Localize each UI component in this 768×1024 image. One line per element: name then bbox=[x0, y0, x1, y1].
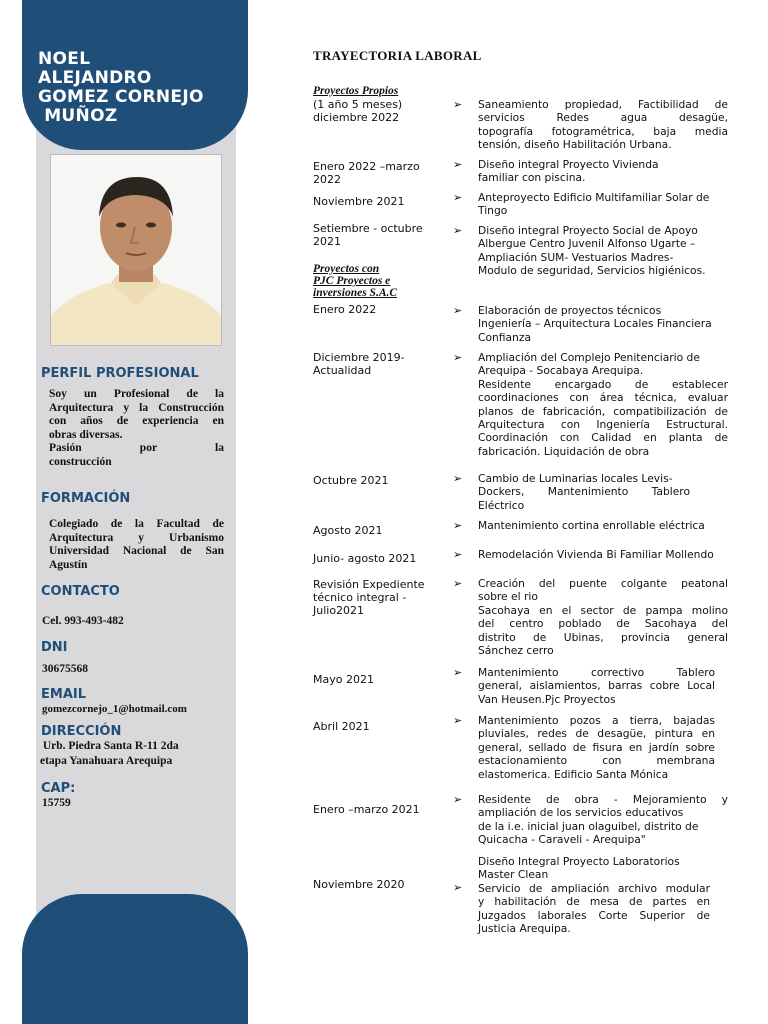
desc-line: Ingeniería – Arquitectura Locales Financiera bbox=[478, 317, 712, 331]
desc-line: Diseño integral Proyecto Social de Apoyo bbox=[478, 224, 698, 237]
formacion-line: Universidad Nacional de San bbox=[49, 545, 224, 557]
perfil-title: PERFIL PROFESIONAL bbox=[41, 366, 199, 381]
desc-line: Mantenimiento correctivo Tablero bbox=[478, 666, 715, 679]
subheading-proyectos-propios: Proyectos Propios bbox=[313, 85, 399, 97]
desc-line: Elaboración de proyectos técnicos bbox=[478, 304, 662, 317]
desc-line: general, aislamientos, barras cobre Local bbox=[478, 679, 715, 693]
perfil-line: Soy un Profesional de la bbox=[49, 388, 224, 400]
perfil-line: Arquitectura y la Construcción bbox=[49, 401, 224, 414]
arrow-bullet-icon: ➢ bbox=[453, 224, 463, 237]
desc-line: Servicio de ampliación archivo modular bbox=[478, 881, 710, 895]
entry-description bbox=[478, 793, 728, 847]
desc-line: familiar con piscina. bbox=[478, 171, 586, 185]
desc-line: Sacohaya en el sector de pampa molino bbox=[478, 603, 728, 617]
trayectoria-title: TRAYECTORIA LABORAL bbox=[313, 48, 482, 63]
formacion-line: Arquitectura y Urbanismo bbox=[49, 531, 224, 544]
date-line: Enero –marzo 2021 bbox=[313, 803, 420, 816]
entry-description bbox=[478, 472, 690, 512]
entry-description bbox=[478, 304, 728, 344]
entry-description bbox=[478, 855, 710, 935]
desc-line: Albergue Centro Juvenil Alfonso Ugarte – bbox=[478, 237, 696, 251]
entry-date bbox=[313, 98, 438, 124]
arrow-bullet-icon: ➢ bbox=[453, 191, 463, 204]
desc-line: Modulo de seguridad, Servicios higiénicos. bbox=[478, 264, 706, 278]
desc-line: general, sellado de fisura en jardín sobre bbox=[478, 740, 715, 754]
desc-line: Justicia Arequipa. bbox=[478, 922, 571, 936]
desc-line: Residente de obra - Mejoramiento y bbox=[478, 793, 728, 806]
subheading-line: Proyectos con bbox=[313, 263, 380, 275]
entry-date bbox=[313, 303, 438, 316]
date-line: (1 año 5 meses) bbox=[313, 98, 403, 111]
desc-line: Eléctrico bbox=[478, 498, 525, 512]
desc-line: Mantenimiento pozos a tierra, bajadas bbox=[478, 714, 715, 727]
date-line: Abril 2021 bbox=[313, 720, 370, 733]
candidate-name bbox=[38, 50, 238, 126]
name-line: NOEL bbox=[38, 49, 91, 69]
entry-date bbox=[313, 222, 438, 248]
desc-line: Saneamiento propiedad, Factibilidad de bbox=[478, 98, 728, 111]
perfil-line: Pasión por la bbox=[49, 442, 224, 454]
email-title: EMAIL bbox=[41, 687, 86, 702]
email-link[interactable]: gomezcornejo_1@hotmail.com bbox=[42, 703, 187, 715]
date-line: Octubre 2021 bbox=[313, 474, 389, 487]
dni-value: 30675568 bbox=[42, 663, 88, 675]
entry-date bbox=[313, 878, 438, 891]
contacto-title: CONTACTO bbox=[41, 584, 120, 599]
profile-photo bbox=[50, 154, 222, 346]
formacion-line: Agustín bbox=[49, 558, 88, 571]
entry-date bbox=[313, 578, 438, 617]
perfil-line: obras diversas. bbox=[49, 428, 123, 441]
desc-line: Master Clean bbox=[478, 868, 549, 882]
desc-line: Residente encargado de establecer bbox=[478, 377, 728, 391]
date-line: Mayo 2021 bbox=[313, 673, 374, 686]
desc-line: planos de fabricación, compatibilización de bbox=[478, 404, 728, 418]
desc-line: distrito de Ubinas, provincia general bbox=[478, 630, 728, 644]
entry-date bbox=[313, 552, 438, 565]
desc-line: estacionamiento con membrana bbox=[478, 754, 715, 768]
date-line: Diciembre 2019- bbox=[313, 351, 405, 364]
arrow-bullet-icon: ➢ bbox=[453, 577, 463, 590]
desc-line: Arquitectura con Ingeniería Estructural. bbox=[478, 418, 728, 432]
arrow-bullet-icon: ➢ bbox=[453, 351, 463, 364]
entry-description bbox=[478, 548, 728, 561]
desc-line: topografía fotogramétrica, baja media bbox=[478, 124, 728, 138]
desc-line: sobre el rio bbox=[478, 590, 538, 604]
entry-description bbox=[478, 224, 728, 278]
date-line: Noviembre 2021 bbox=[313, 195, 405, 208]
desc-line: fabricación. Liquidación de obra bbox=[478, 444, 650, 458]
date-line: Junio- agosto 2021 bbox=[313, 552, 417, 565]
dni-title: DNI bbox=[41, 640, 68, 655]
desc-line: Ampliación SUM- Vestuarios Madres- bbox=[478, 250, 674, 264]
entry-description bbox=[478, 98, 728, 152]
desc-line: Sánchez cerro bbox=[478, 644, 554, 658]
desc-line: Cambio de Luminarias locales Levis- bbox=[478, 472, 673, 485]
desc-line: Coordinación con Calidad en planta de bbox=[478, 431, 728, 445]
arrow-bullet-icon: ➢ bbox=[453, 304, 463, 317]
desc-line: pluviales, redes de desagüe, pintura en bbox=[478, 727, 715, 741]
desc-line: tensión, diseño Habilitación Urbana. bbox=[478, 138, 672, 152]
date-line: Enero 2022 –marzo bbox=[313, 160, 420, 173]
desc-line: servicios Redes agua desagüe, bbox=[478, 111, 728, 125]
desc-line: Tingo bbox=[478, 204, 508, 218]
desc-line: y habilitación de mesa de partes en bbox=[478, 895, 710, 909]
portrait-illustration bbox=[51, 155, 221, 345]
arrow-bullet-icon: ➢ bbox=[453, 881, 463, 894]
sidebar-footer-band bbox=[22, 894, 248, 1024]
direccion-line: etapa Yanahuara Arequipa bbox=[40, 754, 173, 767]
desc-line: Anteproyecto Edificio Multifamiliar Solar de bbox=[478, 191, 710, 204]
arrow-bullet-icon: ➢ bbox=[453, 472, 463, 485]
formacion-title: FORMACIÓN bbox=[41, 491, 131, 506]
entry-description bbox=[478, 577, 728, 657]
perfil-line: con años de experiencia en bbox=[49, 415, 224, 427]
desc-line: Confianza bbox=[478, 330, 531, 344]
entry-date bbox=[313, 195, 438, 208]
entry-description bbox=[478, 714, 715, 781]
entry-description bbox=[478, 666, 715, 706]
date-line: Revisión Expediente bbox=[313, 578, 425, 591]
arrow-bullet-icon: ➢ bbox=[453, 98, 463, 111]
subheading-pjc bbox=[313, 263, 397, 299]
desc-line: Quicacha - Caraveli - Arequipa" bbox=[478, 833, 646, 847]
entry-description bbox=[478, 191, 728, 218]
entry-date bbox=[313, 720, 438, 733]
arrow-bullet-icon: ➢ bbox=[453, 548, 463, 561]
desc-line: Van Heusen.Pjc Proyectos bbox=[478, 692, 616, 706]
date-line: técnico integral - bbox=[313, 591, 407, 604]
desc-line: coordinaciones con área técnica, evaluar bbox=[478, 391, 728, 405]
entry-date bbox=[313, 803, 438, 816]
arrow-bullet-icon: ➢ bbox=[453, 519, 463, 532]
date-line: 2021 bbox=[313, 235, 341, 248]
desc-line: de la i.e. inicial juan olaguibel, distrito de bbox=[478, 819, 699, 833]
perfil-line: construcción bbox=[49, 455, 112, 468]
subheading-line: inversiones S.A.C bbox=[313, 287, 398, 299]
date-line: 2022 bbox=[313, 173, 341, 186]
date-line: Setiembre - octubre bbox=[313, 222, 423, 235]
date-line: diciembre 2022 bbox=[313, 111, 400, 124]
cap-value: 15759 bbox=[42, 797, 71, 809]
desc-line: Remodelación Vivienda Bi Familiar Mollendo bbox=[478, 548, 714, 561]
entry-description bbox=[478, 519, 728, 532]
perfil-text bbox=[49, 388, 224, 469]
date-line: Julio2021 bbox=[313, 604, 365, 617]
desc-line: Mantenimiento cortina enrollable eléctrica bbox=[478, 519, 705, 532]
entry-date bbox=[313, 524, 438, 537]
date-line: Actualidad bbox=[313, 364, 372, 377]
desc-line: Creación del puente colgante peatonal bbox=[478, 577, 728, 590]
desc-line: ampliación de los servicios educativos bbox=[478, 806, 684, 820]
date-line: Agosto 2021 bbox=[313, 524, 383, 537]
desc-line: Juzgados laborales Corte Superior de bbox=[478, 908, 710, 922]
entry-date bbox=[313, 160, 438, 186]
desc-line: Diseño integral Proyecto Vivienda bbox=[478, 158, 659, 171]
desc-line: Diseño Integral Proyecto Laboratorios bbox=[478, 855, 680, 868]
direccion-title: DIRECCIÓN bbox=[41, 724, 122, 739]
subheading-line: PJC Proyectos e bbox=[313, 275, 391, 287]
arrow-bullet-icon: ➢ bbox=[453, 793, 463, 806]
entry-description bbox=[478, 351, 728, 458]
name-line: MUÑOZ bbox=[38, 106, 118, 126]
arrow-bullet-icon: ➢ bbox=[453, 666, 463, 679]
entry-date bbox=[313, 351, 438, 377]
name-line: GOMEZ CORNEJO bbox=[38, 87, 204, 107]
formacion-text bbox=[49, 518, 224, 572]
desc-line: Ampliación del Complejo Penitenciario de bbox=[478, 351, 700, 364]
direccion-line: Urb. Piedra Santa R-11 2da bbox=[40, 740, 179, 752]
entry-date bbox=[313, 474, 438, 487]
arrow-bullet-icon: ➢ bbox=[453, 714, 463, 727]
date-line: Noviembre 2020 bbox=[313, 878, 405, 891]
direccion-text bbox=[40, 740, 230, 768]
desc-line: del centro poblado de Sacohaya del bbox=[478, 617, 728, 631]
desc-line: Dockers, Mantenimiento Tablero bbox=[478, 485, 690, 499]
entry-date bbox=[313, 673, 438, 686]
desc-line: elastomerica. Edificio Santa Mónica bbox=[478, 767, 669, 781]
name-line: ALEJANDRO bbox=[38, 68, 152, 88]
arrow-bullet-icon: ➢ bbox=[453, 158, 463, 171]
entry-description bbox=[478, 158, 728, 185]
cap-title: CAP: bbox=[41, 781, 76, 796]
date-line: Enero 2022 bbox=[313, 303, 377, 316]
phone-number: Cel. 993-493-482 bbox=[42, 615, 124, 627]
formacion-line: Colegiado de la Facultad de bbox=[49, 518, 224, 530]
desc-line: Arequipa - Socabaya Arequipa. bbox=[478, 364, 644, 378]
